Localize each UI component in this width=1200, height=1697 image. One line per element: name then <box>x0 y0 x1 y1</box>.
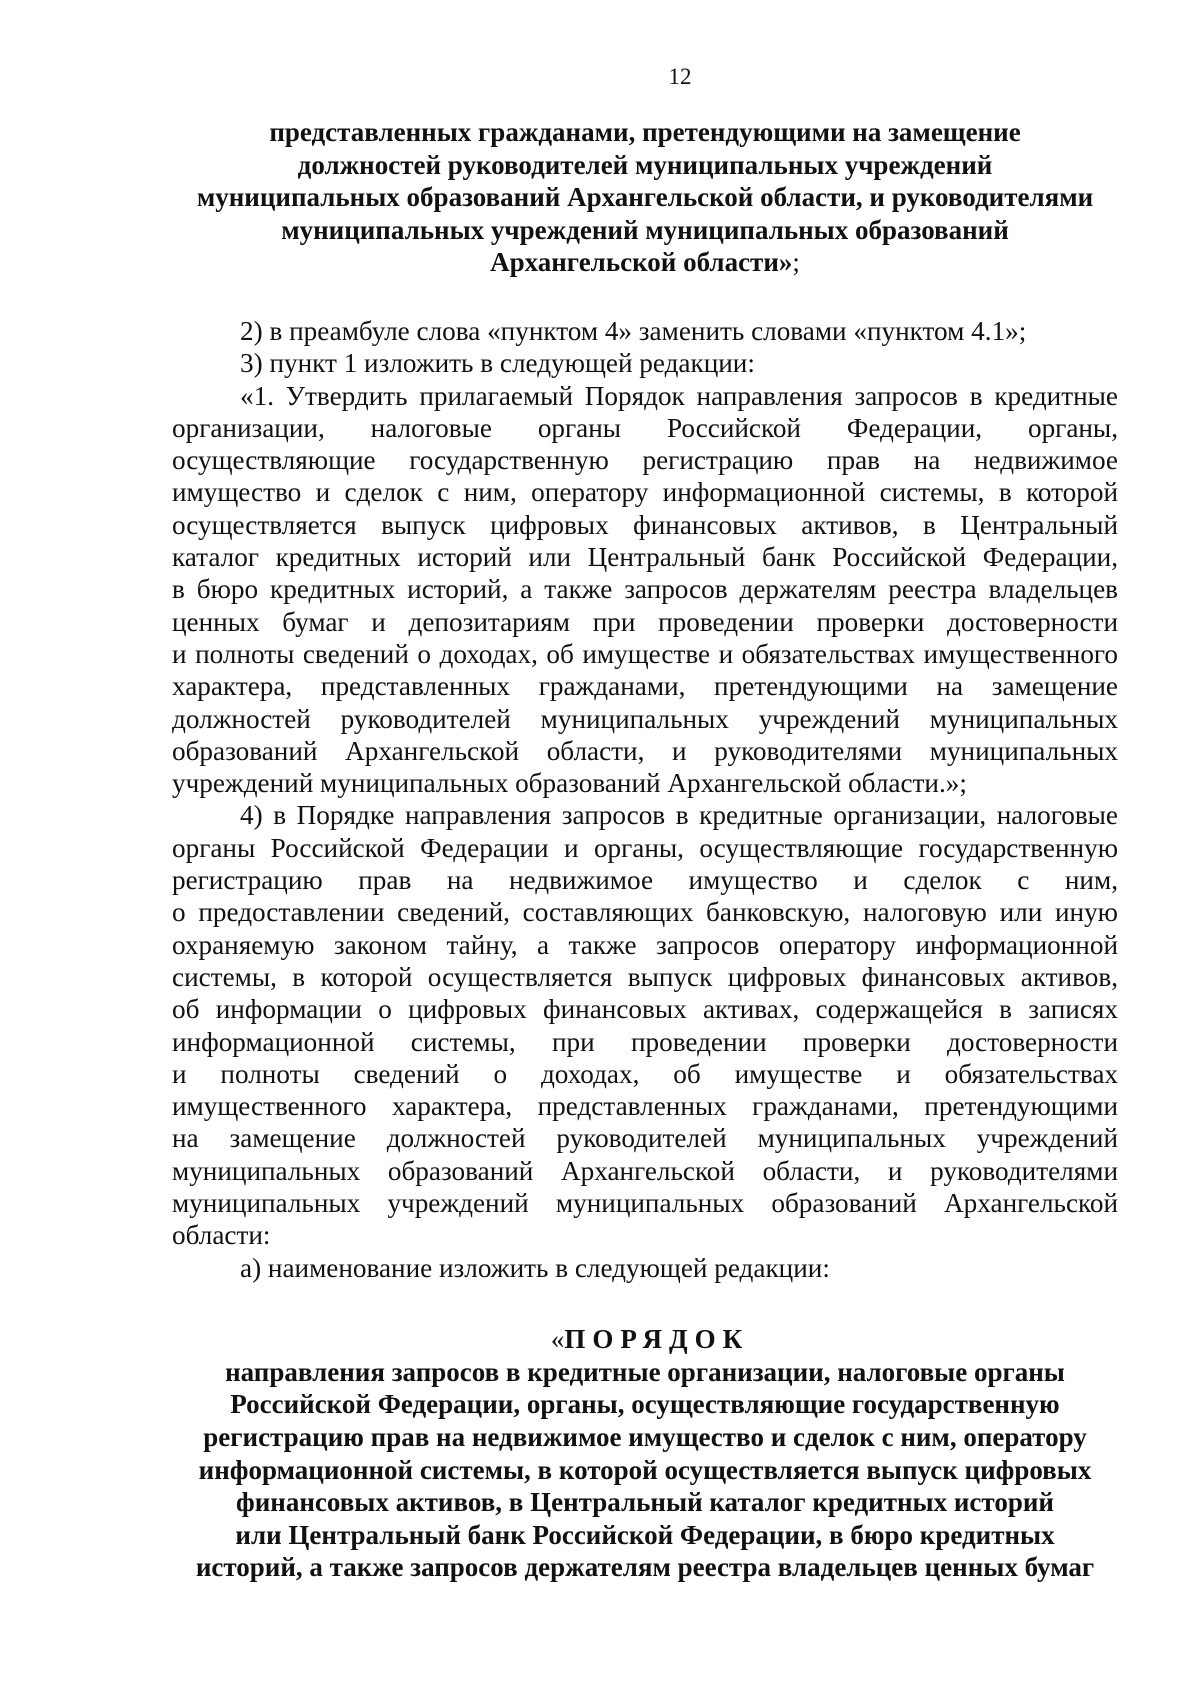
item-4-line: информационной системы, при проведении проверки достоверности <box>172 1026 1118 1057</box>
item-4-line: муниципальных образований Архангельской области, и руководителями <box>172 1155 1118 1186</box>
subtitle-line: Российской Федерации, органы, осуществляющие государственную <box>230 1389 1060 1420</box>
document-page <box>172 62 1118 1584</box>
header-line: представленных гражданами, претендующими на замещение <box>269 117 1021 147</box>
item-4-line: охраняемую законом тайну, а также запросов оператору информационной <box>172 929 1118 960</box>
quote-line: организации, налоговые органы Российской Федерации, органы, <box>172 412 1118 443</box>
quote-line: учреждений муниципальных образований Архангельской области.»; <box>172 768 967 799</box>
item-4-line: области: <box>172 1220 271 1251</box>
header-line: Архангельской области» <box>490 247 793 278</box>
item-4-line: имущественного характера, представленных гражданами, претендующими <box>172 1091 1118 1122</box>
quote-line: имущество и сделок с ним, оператору информационной системы, в которой <box>172 477 1118 508</box>
order-title <box>182 1322 1118 1356</box>
subtitle-line: историй, а также запросов держателям реестра владельцев ценных бумаг <box>195 1552 1095 1583</box>
subtitle-line: регистрацию прав на недвижимое имущество и сделок с ним, оператору <box>203 1422 1087 1453</box>
title-word: ПОРЯДОК <box>564 1323 750 1354</box>
subtitle-line: направления запросов в кредитные организации, налоговые органы <box>225 1356 1065 1387</box>
header-line: должностей руководителей муниципальных учреждений <box>297 149 993 180</box>
item-3: 3) пункт 1 изложить в следующей редакции: <box>240 348 755 379</box>
quote-line: осуществляющие государственную регистрацию прав на недвижимое <box>172 445 1118 476</box>
item-4-line: регистрацию прав на недвижимое имущество и сделок с ним, <box>172 865 1118 896</box>
item-4-line: и полноты сведений о доходах, об имуществе и обязательствах <box>172 1058 1118 1089</box>
title-quote: « <box>550 1323 565 1354</box>
item-4-line: системы, в которой осуществляется выпуск цифровых финансовых активов, <box>172 961 1118 992</box>
quote-line: должностей руководителей муниципальных учреждений муниципальных <box>172 703 1118 734</box>
header-continuation <box>172 116 1118 279</box>
item-4-line: муниципальных учреждений муниципальных образований Архангельской <box>172 1187 1118 1218</box>
item-4-line: об информации о цифровых финансовых активах, содержащейся в записях <box>172 994 1118 1025</box>
item-4-line: органы Российской Федерации и органы, осуществляющие государственную <box>172 832 1118 863</box>
subtitle-line: финансовых активов, в Центральный каталог кредитных историй <box>236 1487 1054 1518</box>
quote-line: каталог кредитных историй или Центральный банк Российской Федерации, <box>172 542 1118 573</box>
quote-line: «1. Утвердить прилагаемый Порядок направления запросов в кредитные <box>240 380 1118 411</box>
subtitle-line: информационной системы, в которой осуществляется выпуск цифровых <box>198 1454 1092 1485</box>
quote-line: ценных бумаг и депозитариям при проведении проверки достоверности <box>172 606 1118 637</box>
item-2: 2) в преамбуле слова «пунктом 4» заменить словами «пунктом 4.1»; <box>240 315 1027 346</box>
order-subtitle <box>172 1356 1118 1584</box>
header-line-last <box>172 246 1118 279</box>
item-4-line: на замещение должностей руководителей муниципальных учреждений <box>172 1123 1118 1154</box>
subtitle-line: или Центральный банк Российской Федерации, в бюро кредитных <box>235 1519 1055 1550</box>
quote-line: и полноты сведений о доходах, об имуществе и обязательствах имущественного <box>172 638 1118 669</box>
item-4 <box>172 799 1118 1251</box>
header-line: муниципальных образований Архангельской области, и руководителями <box>196 182 1094 213</box>
quote-line: образований Архангельской области, и руководителями муниципальных <box>172 735 1118 766</box>
page-number: 12 <box>668 64 692 89</box>
quote-line: в бюро кредитных историй, а также запросов держателям реестра владельцев <box>172 574 1118 605</box>
item-4-line: о предоставлении сведений, составляющих банковскую, налоговую или иную <box>172 897 1118 928</box>
quote-line: характера, представленных гражданами, претендующими на замещение <box>172 671 1118 702</box>
item-4-line: 4) в Порядке направления запросов в кредитные организации, налоговые <box>240 800 1118 831</box>
header-suffix: ; <box>792 247 800 278</box>
item-4a: а) наименование изложить в следующей редакции: <box>240 1252 830 1283</box>
quote-line: осуществляется выпуск цифровых финансовых активов, в Центральный <box>172 509 1118 540</box>
item-3-quote <box>172 380 1118 800</box>
header-line: муниципальных учреждений муниципальных образований <box>281 214 1009 245</box>
